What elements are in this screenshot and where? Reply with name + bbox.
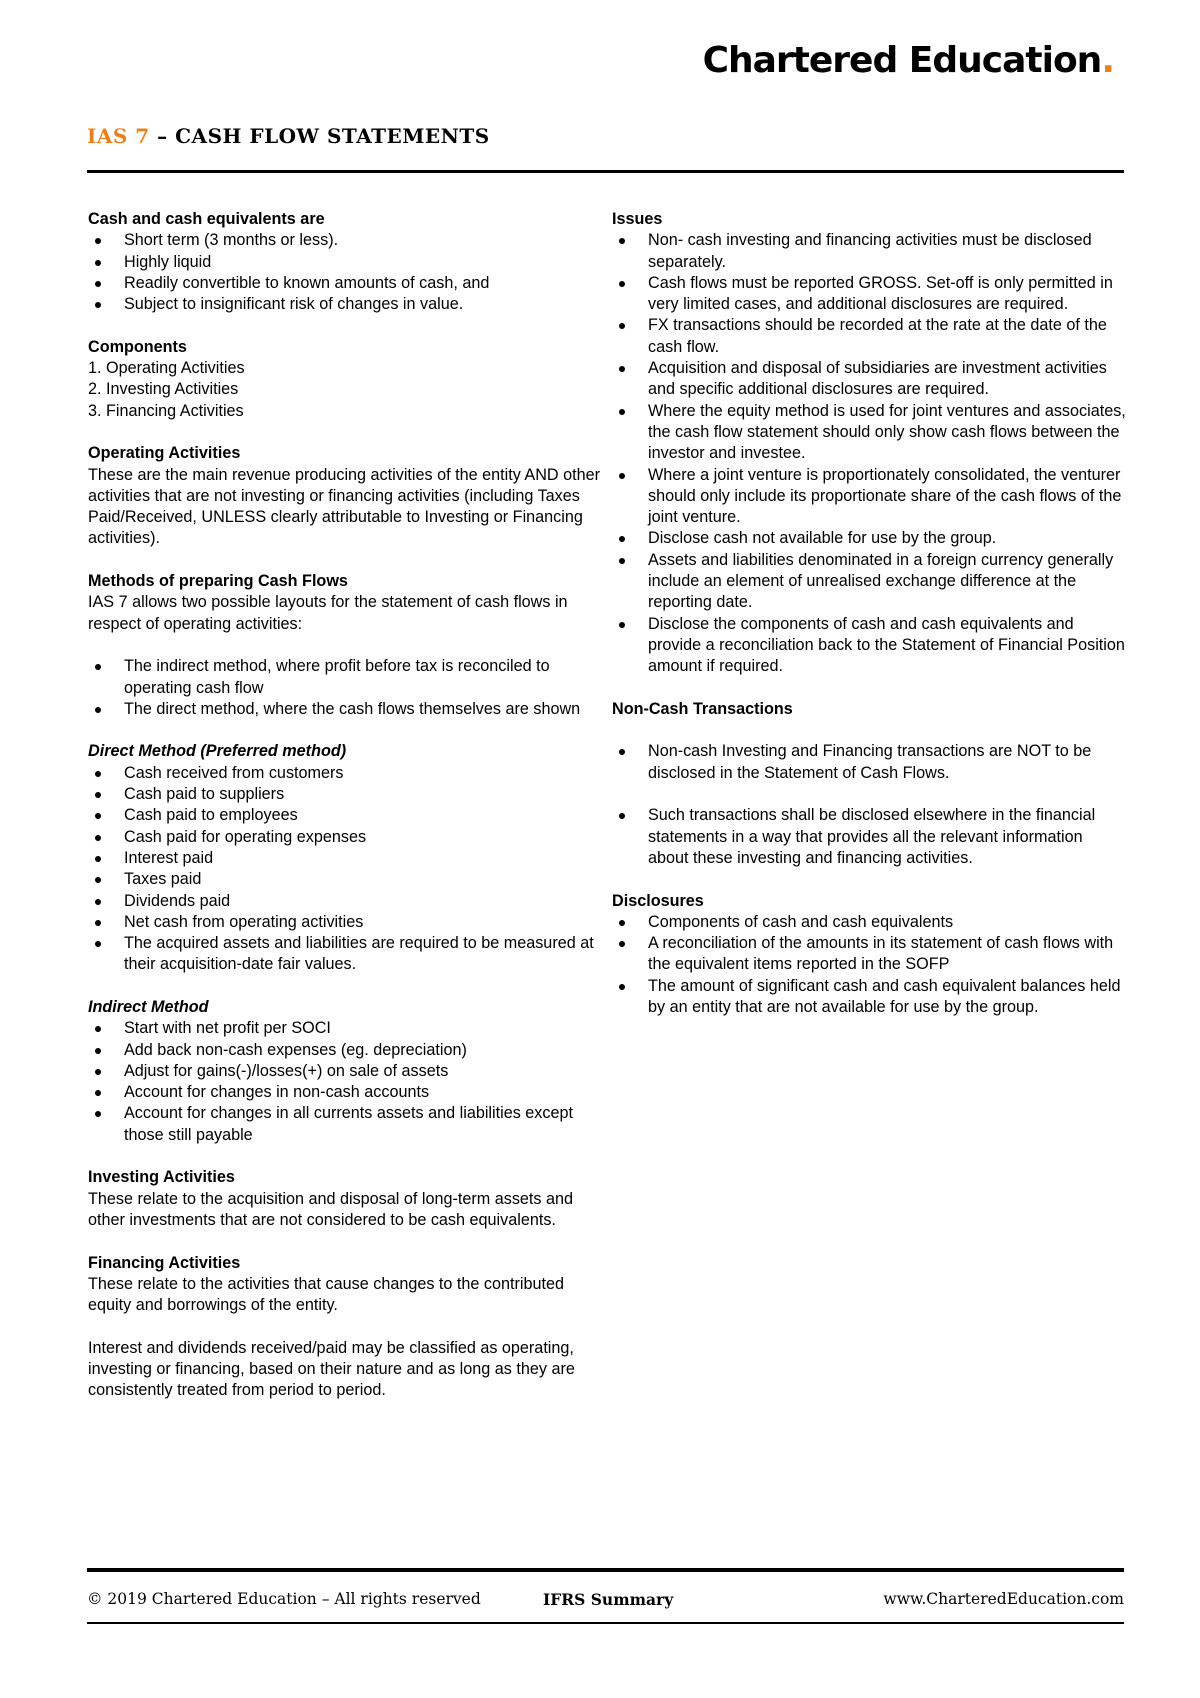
operating-heading: Operating Activities xyxy=(88,444,241,463)
list-item: Highly liquid xyxy=(88,252,608,273)
noncash-heading: Non-Cash Transactions xyxy=(612,699,793,718)
list-item: Such transactions shall be disclosed elsewhere in the financial statements in a way that provides all the relevant information about these investing and financing activities. xyxy=(612,805,1127,869)
list-item: Assets and liabilities denominated in a foreign currency generally include an element of unrealised exchange difference at the reporting date. xyxy=(612,550,1127,614)
disclosures-heading: Disclosures xyxy=(612,891,704,910)
list-item: Cash paid to suppliers xyxy=(88,784,608,805)
component-line: 1. Operating Activities xyxy=(88,359,245,378)
direct-list xyxy=(88,763,608,976)
methods-list xyxy=(88,656,608,720)
list-item: The amount of significant cash and cash equivalent balances held by an entity that are not available for use by the group. xyxy=(612,976,1127,1019)
issues-heading: Issues xyxy=(612,210,663,228)
list-item: Account for changes in all currents assets and liabilities except those still payable xyxy=(88,1103,608,1146)
indirect-list xyxy=(88,1018,608,1146)
list-item: Components of cash and cash equivalents xyxy=(612,912,1127,933)
footer-divider-bottom xyxy=(87,1622,1124,1624)
cce-list xyxy=(88,230,608,315)
list-item: Non- cash investing and financing activities must be disclosed separately. xyxy=(612,230,1127,273)
title-divider xyxy=(87,170,1124,173)
footer-divider-top xyxy=(87,1568,1124,1572)
brand-logo xyxy=(703,40,1114,81)
footer-url: www.CharteredEducation.com xyxy=(883,1590,1124,1608)
list-item: Cash flows must be reported GROSS. Set-off is only permitted in very limited cases, and additional disclosures are required. xyxy=(612,273,1127,316)
list-item: Short term (3 months or less). xyxy=(88,230,608,251)
disclosures-list xyxy=(612,912,1127,1018)
left-column xyxy=(88,209,608,1402)
component-line: 3. Financing Activities xyxy=(88,401,244,420)
list-item: Cash paid to employees xyxy=(88,805,608,826)
list-item: Net cash from operating activities xyxy=(88,912,608,933)
list-item: Taxes paid xyxy=(88,869,608,890)
list-item: Where a joint venture is proportionately consolidated, the venturer should only include its proportionate share of the cash flows of the joint venture. xyxy=(612,465,1127,529)
methods-heading: Methods of preparing Cash Flows xyxy=(88,572,348,591)
components-heading: Components xyxy=(88,337,187,356)
list-item: Readily convertible to known amounts of cash, and xyxy=(88,273,608,294)
financing-text: These relate to the activities that cause changes to the contributed equity and borrowings of the entity. xyxy=(88,1274,565,1315)
logo-text: Chartered Education xyxy=(702,40,1102,81)
cce-heading: Cash and cash equivalents are xyxy=(88,210,325,228)
list-item: Adjust for gains(-)/losses(+) on sale of assets xyxy=(88,1061,608,1082)
noncash-list-2 xyxy=(612,805,1127,869)
page-title xyxy=(87,124,1124,148)
list-item: Interest paid xyxy=(88,848,608,869)
title-rest: – CASH FLOW STATEMENTS xyxy=(149,124,490,148)
list-item: Start with net profit per SOCI xyxy=(88,1018,608,1039)
list-item: Add back non-cash expenses (eg. depreciation) xyxy=(88,1040,608,1061)
list-item: Where the equity method is used for joint ventures and associates, the cash flow statement should only show cash flows between the investor and investee. xyxy=(612,401,1127,465)
list-item: The indirect method, where profit before tax is reconciled to operating cash flow xyxy=(88,656,608,699)
logo-dot: . xyxy=(1101,40,1114,81)
list-item: Subject to insignificant risk of changes in value. xyxy=(88,294,608,315)
list-item: The acquired assets and liabilities are required to be measured at their acquisition-date fair values. xyxy=(88,933,608,976)
operating-text: These are the main revenue producing activities of the entity AND other activities that are not investing or financing activities (including Taxes Paid/Received, UNLESS clearly attributable to Investing or Financing activities). xyxy=(88,465,600,548)
list-item: The direct method, where the cash flows themselves are shown xyxy=(88,699,608,720)
indirect-heading: Indirect Method xyxy=(88,997,209,1016)
list-item: Cash received from customers xyxy=(88,763,608,784)
list-item: Dividends paid xyxy=(88,891,608,912)
footer xyxy=(87,1590,1124,1612)
list-item: Acquisition and disposal of subsidiaries are investment activities and specific additional disclosures are required. xyxy=(612,358,1127,401)
list-item: Cash paid for operating expenses xyxy=(88,827,608,848)
financing-heading: Financing Activities xyxy=(88,1253,241,1272)
list-item: Disclose cash not available for use by the group. xyxy=(612,528,1127,549)
direct-heading: Direct Method (Preferred method) xyxy=(88,742,347,761)
noncash-list-1 xyxy=(612,741,1127,784)
issues-list xyxy=(612,230,1127,677)
investing-text: These relate to the acquisition and disposal of long-term assets and other investments that are not considered to be cash equivalents. xyxy=(88,1189,574,1229)
title-code: IAS 7 xyxy=(87,124,150,148)
list-item: Disclose the components of cash and cash equivalents and provide a reconciliation back to the Statement of Financial Position amount if required. xyxy=(612,614,1127,678)
footer-center: IFRS Summary xyxy=(543,1590,674,1609)
list-item: Non-cash Investing and Financing transactions are NOT to be disclosed in the Statement of Cash Flows. xyxy=(612,741,1127,784)
list-item: FX transactions should be recorded at the rate at the date of the cash flow. xyxy=(612,315,1127,358)
investing-heading: Investing Activities xyxy=(88,1168,235,1187)
component-line: 2. Investing Activities xyxy=(88,380,239,399)
methods-text: IAS 7 allows two possible layouts for the statement of cash flows in respect of operating activities: xyxy=(88,593,568,633)
footer-copyright: © 2019 Chartered Education – All rights reserved xyxy=(87,1590,481,1608)
list-item: Account for changes in non-cash accounts xyxy=(88,1082,608,1103)
right-column xyxy=(612,209,1127,1018)
list-item: A reconciliation of the amounts in its statement of cash flows with the equivalent items reported in the SOFP xyxy=(612,933,1127,976)
financing-text-2: Interest and dividends received/paid may be classified as operating, investing or financing, based on their nature and as long as they are consistently treated from period to period. xyxy=(88,1338,575,1400)
